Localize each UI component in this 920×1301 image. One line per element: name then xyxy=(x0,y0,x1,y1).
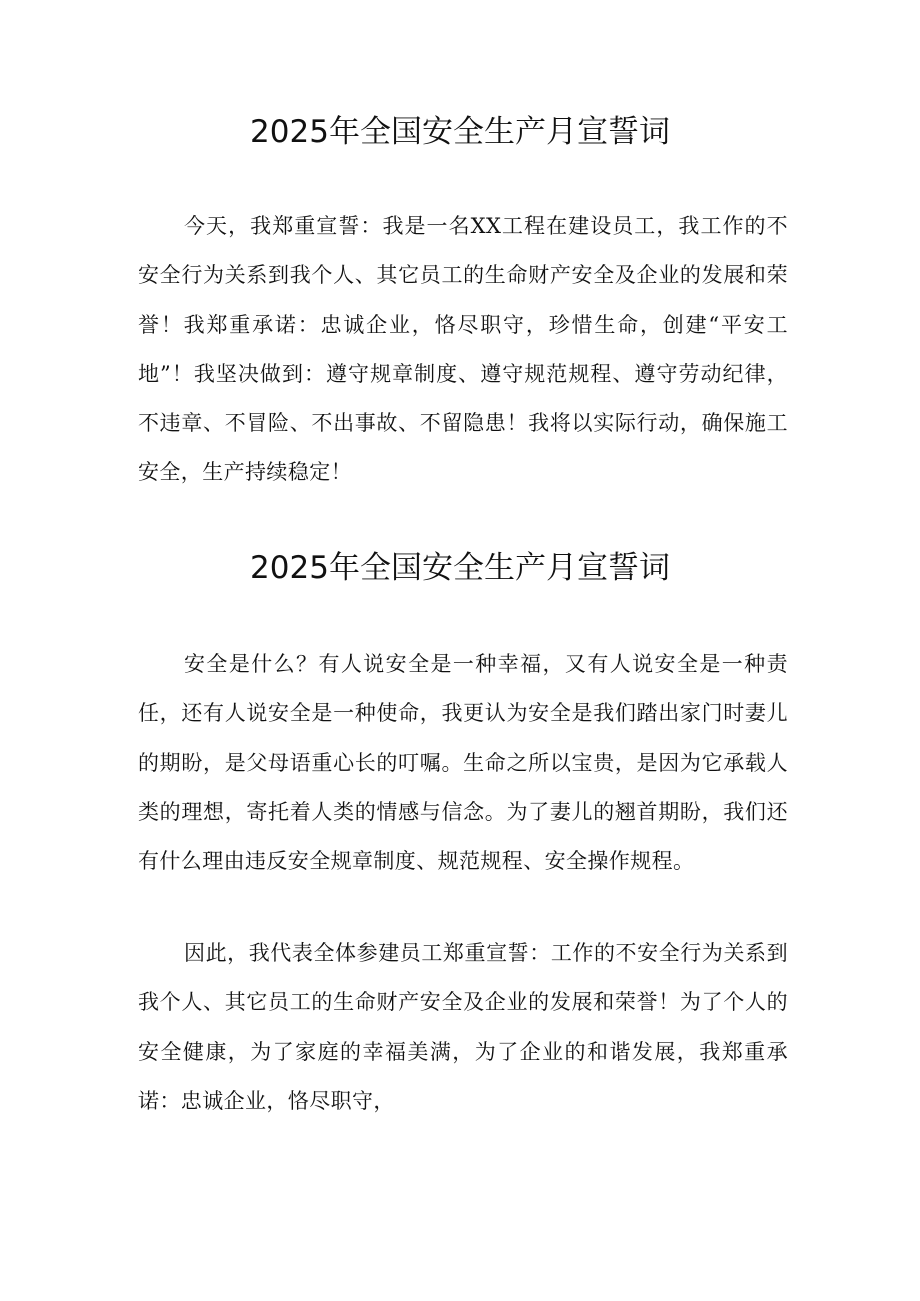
section-2-paragraph-1: 安全是什么？有人说安全是一种幸福，又有人说安全是一种责任，还有人说安全是一种使命，我更认为安全是我们踏出家门时妻儿的期盼，是父母语重心长的叮嘱。生命之所以宝贵，是因为它承载人类的理想，寄托着人类的情感与信念。为了妻儿的翘首期盼，我们还有什么理由违反安全规章制度、规范规程、安全操作规程。 xyxy=(138,652,788,874)
section-1-title: 2025年全国安全生产月宣誓词 xyxy=(250,114,670,150)
section-1-paragraph-1: 今天，我郑重宣誓：我是一名XX工程在建设员工，我工作的不安全行为关系到我个人、其它员工的生命财产安全及企业的发展和荣誉！我郑重承诺：忠诚企业，恪尽职守，珍惜生命，创建“平安工地”！我坚决做到：遵守规章制度、遵守规范规程、遵守劳动纪律，不违章、不冒险、不出事故、不留隐患！我将以实际行动，确保施工安全，生产持续稳定！ xyxy=(138,214,788,485)
section-2-title: 2025年全国安全生产月宣誓词 xyxy=(250,550,670,586)
section-2-paragraph-2: 因此，我代表全体参建员工郑重宣誓：工作的不安全行为关系到我个人、其它员工的生命财产安全及企业的发展和荣誉！为了个人的安全健康，为了家庭的幸福美满，为了企业的和谐发展，我郑重承诺：忠诚企业，恪尽职守， xyxy=(138,941,788,1113)
